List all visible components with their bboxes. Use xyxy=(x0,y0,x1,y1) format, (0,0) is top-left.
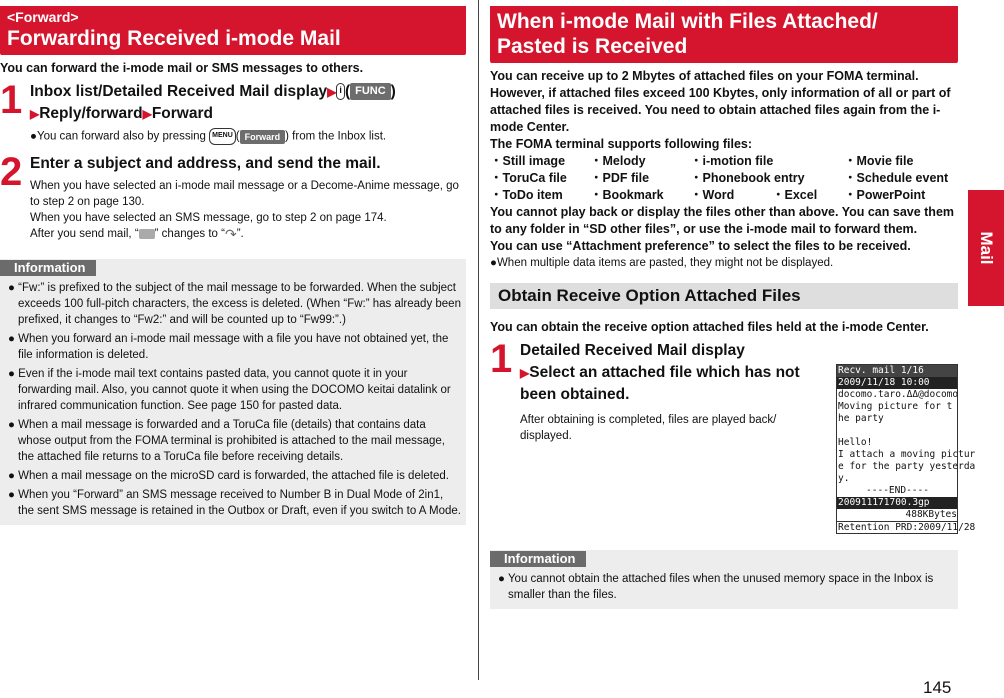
forward-softkey-icon: Forward xyxy=(240,130,286,144)
step-text: Inbox list/Detailed Received Mail display xyxy=(30,83,328,100)
menu-key-icon: MENU xyxy=(209,128,236,145)
file-type: ・Still image xyxy=(490,154,566,168)
file-type: ・Movie file xyxy=(844,154,914,168)
step-title: Inbox list/Detailed Received Mail display▶ i ( FUNC ) ▶Reply/forward▶Forward xyxy=(30,83,396,122)
info-box-left xyxy=(0,259,466,525)
file-type: ・Bookmark xyxy=(590,188,664,202)
screen-body: y. xyxy=(838,473,850,484)
file-type: ・Word xyxy=(690,188,735,202)
step-text: Reply/forward xyxy=(39,105,143,122)
right-column xyxy=(490,6,976,601)
screen-end: ----END---- xyxy=(866,485,929,496)
section-title: Forwarding Received i-mode Mail xyxy=(7,27,341,50)
obtain-step-1 xyxy=(490,337,826,444)
section-header-attached xyxy=(490,6,958,63)
info-box-right xyxy=(490,550,958,609)
note-text: from the Inbox list. xyxy=(288,130,387,143)
section-lead: You cannot play back or display the files other than above. You can save them to any folder in “SD other files”, or use the i-mode mail to forward them. xyxy=(490,205,955,236)
info-text: “Fw:” is prefixed to the subject of the mail message to be forwarded. When the subject exceeds 100 full-pitch characters, the excess is deleted. (When “Fw:” has already been prefixed, it changes to “Fw2:” and will be counted up to “Fw99:”.) xyxy=(18,282,461,327)
file-type: ・Schedule event xyxy=(844,171,949,185)
step-1 xyxy=(0,78,466,145)
file-type: ・PDF file xyxy=(590,171,650,185)
left-column xyxy=(0,6,466,525)
arrow-right-icon: ▶ xyxy=(520,366,530,380)
info-text: Even if the i-mode mail text contains pasted data, you cannot quote it in your forwarding mail. Also, you cannot quote it when using the DOCOMO keitai datalink or infrared communication function. See page 150 for pasted data. xyxy=(18,368,451,413)
supported-files-row xyxy=(490,187,958,204)
func-softkey-icon: FUNC xyxy=(350,83,391,100)
step-number: 1 xyxy=(0,78,21,122)
screen-date: 2009/11/18 10:00 xyxy=(837,377,957,389)
screen-title: Recv. mail 1/16 xyxy=(837,365,957,377)
info-item xyxy=(490,568,958,603)
file-type: ・ToruCa file xyxy=(490,171,567,185)
screen-subject: he party xyxy=(838,413,884,424)
info-item xyxy=(0,484,466,519)
arrow-right-icon: ▶ xyxy=(327,85,337,99)
bullet-icon: ● xyxy=(8,419,19,432)
screen-retention: Retention PRD:2009/11/28 xyxy=(838,522,976,533)
line-text: ”. xyxy=(236,228,244,241)
section-lead: You can forward the i-mode mail or SMS messages to others. xyxy=(0,61,364,75)
screen-size: 488KBytes xyxy=(905,509,957,520)
section-header-forwarding xyxy=(0,6,466,55)
unsent-mail-icon xyxy=(139,229,155,239)
info-text: When you “Forward” an SMS message received to Number B in Dual Mode of 2in1, the sent SMS message is retained in the Outbox or Draft, even if you switch to A Mode. xyxy=(18,489,461,518)
step-body xyxy=(30,178,466,242)
file-type: ・i-motion file xyxy=(690,154,774,168)
step-line: When you have selected an i-mode mail message or a Decome-Anime message, go to step 2 on page 130. xyxy=(30,180,459,208)
note-text: You can forward also by pressing xyxy=(36,130,210,143)
i-mode-key-icon: i xyxy=(336,83,345,100)
info-text: When a mail message is forwarded and a ToruCa file (details) that contains data whose output from the FOMA terminal is prohibited is attached to the mail message, the attached file returns to a ToruCa file before receiving details. xyxy=(18,419,445,464)
note-text: When multiple data items are pasted, they might not be displayed. xyxy=(496,257,834,269)
chapter-tab xyxy=(968,190,1004,306)
info-item xyxy=(0,277,466,328)
bullet-icon: ● xyxy=(8,333,19,346)
step-text: Detailed Received Mail display xyxy=(520,342,745,359)
file-type: ・ToDo item xyxy=(490,188,563,202)
info-text: When a mail message on the microSD card is forwarded, the attached file is deleted. xyxy=(18,470,449,483)
bullet-icon: ● xyxy=(30,130,37,143)
step-note: ●You can forward also by pressing MENU ( Forward ) from the Inbox list. xyxy=(30,128,466,145)
step-title: Enter a subject and address, and send the mail. xyxy=(30,155,381,172)
file-type: ・PowerPoint xyxy=(844,188,926,202)
step-title xyxy=(520,340,826,406)
bullet-icon: ● xyxy=(498,573,508,585)
sub-header-obtain: Obtain Receive Option Attached Files xyxy=(490,283,958,309)
step-text: Select an attached file which has not been obtained. xyxy=(520,364,800,403)
section-title: When i-mode Mail with Files Attached/ Pasted is Received xyxy=(497,10,878,58)
screen-spacer xyxy=(837,425,957,437)
section-lead: The FOMA terminal supports following files: xyxy=(490,137,753,151)
column-divider xyxy=(478,0,479,680)
info-label: Information xyxy=(0,260,96,276)
file-type: ・Melody xyxy=(590,154,646,168)
screen-body: I attach a moving pictur xyxy=(838,449,976,460)
info-label: Information xyxy=(490,551,586,567)
arrow-right-icon: ▶ xyxy=(30,107,40,121)
line-text: After you send mail, “ xyxy=(30,228,139,241)
chapter-tab-label: Mail xyxy=(977,231,996,265)
arrow-right-icon: ▶ xyxy=(142,107,152,121)
info-item xyxy=(0,465,466,484)
bullet-icon: ● xyxy=(490,257,497,269)
screen-subject: Moving picture for t xyxy=(838,401,953,412)
section-lead: You can use “Attachment preference” to select the files to be received. xyxy=(490,239,911,253)
screen-attachment: 200911171700.3gp xyxy=(837,497,957,509)
info-item xyxy=(0,363,466,414)
screen-from: docomo.taro.ΔΔ@docomo xyxy=(838,389,959,400)
section-tag: <Forward> xyxy=(7,9,79,25)
supported-files-row xyxy=(490,153,958,170)
bullet-icon: ● xyxy=(8,489,19,502)
section-note xyxy=(490,255,958,271)
step-line xyxy=(30,226,466,242)
step-2 xyxy=(0,150,466,242)
step-number: 1 xyxy=(490,337,511,381)
info-text: You cannot obtain the attached files when the unused memory space in the Inbox is smaller than the files. xyxy=(507,573,934,601)
file-type: ・Excel xyxy=(772,188,818,202)
forwarded-icon: ↷ xyxy=(224,226,237,242)
phone-screen xyxy=(836,364,976,534)
bullet-icon: ● xyxy=(8,282,19,295)
screen-body: Hello! xyxy=(838,437,873,448)
step-text: Forward xyxy=(151,105,213,122)
line-text: ” changes to “ xyxy=(154,228,225,241)
info-text: When you forward an i-mode mail message with a file you have not obtained yet, the file information is deleted. xyxy=(18,333,449,362)
file-type: ・Phonebook entry xyxy=(690,171,805,185)
screen-body: e for the party yesterda xyxy=(838,461,976,472)
sub-lead: You can obtain the receive option attached files held at the i-mode Center. xyxy=(490,320,929,334)
info-item xyxy=(0,414,466,465)
step-number: 2 xyxy=(0,150,21,194)
info-item xyxy=(0,328,466,363)
bullet-icon: ● xyxy=(8,368,19,381)
step-body: After obtaining is completed, files are played back/ displayed. xyxy=(520,414,777,442)
step-line: When you have selected an SMS message, go to step 2 on page 174. xyxy=(30,212,387,224)
bullet-icon: ● xyxy=(8,470,19,483)
page-number: 145 xyxy=(923,678,952,697)
section-lead: You can receive up to 2 Mbytes of attached files on your FOMA terminal. However, if attached files exceed 100 Kbytes, only information of all or part of attached files is received. You need to obtain attached files again from the i-mode Center. xyxy=(490,69,951,134)
supported-files-row xyxy=(490,170,958,187)
